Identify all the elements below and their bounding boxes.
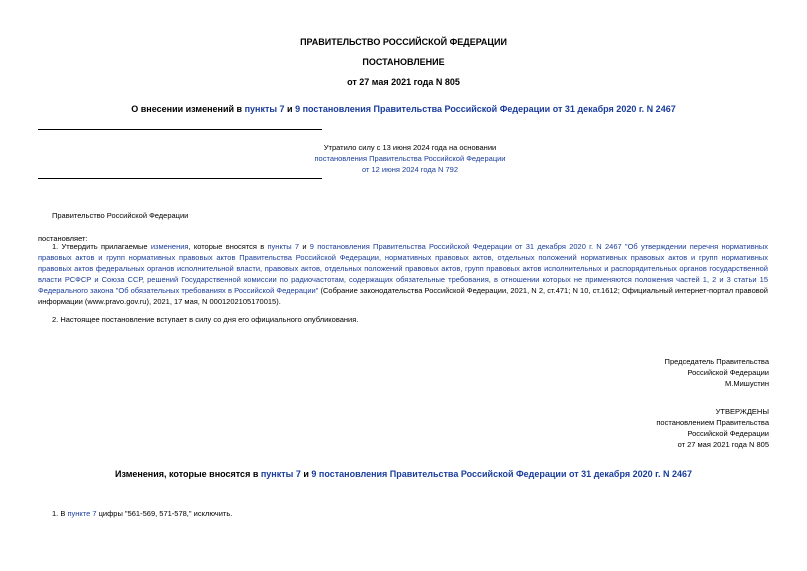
link-point7[interactable]: пункты 7	[267, 242, 300, 251]
title-prefix: О внесении изменений в	[131, 104, 245, 114]
paragraph-1	[38, 241, 768, 307]
document-date-number: от 27 мая 2021 года N 805	[347, 77, 460, 87]
signature-block	[665, 356, 769, 389]
paragraph-1-text-b: , которые вносятся в	[188, 242, 268, 251]
expiry-notice	[260, 142, 560, 175]
change-item-1	[52, 508, 232, 519]
divider-bottom	[38, 178, 322, 179]
link-resolution-2467[interactable]: 9 постановления Правительства Российской Федерации от 31 декабря 2020 г. N 2467 "Об утверждении перечня нормативных правовых актов и групп нормативных правовых актов Правительства Российской Федерации, нормативных правовых актов, отдельных положений нормативных правовых актов и групп нормативных правовых актов федеральных органов исполнительной власти, правовых актов, отдельных положений правовых актов, групп правовых актов исполнительных и распорядительных органов государственной власти РСФСР и Союза ССР, решений Государственной комиссии по радиочастотам, содержащих обязательные требования, в отношении которых не применяются положения частей 1, 2 и 3 статьи 15 Федерального закона "Об обязательных требованиях в Российской Федерации"	[38, 242, 768, 295]
approval-title: УТВЕРЖДЕНЫ	[715, 407, 769, 416]
approval-country: Российской Федерации	[687, 429, 769, 438]
change-item-1-suffix: цифры "561-569, 571-578," исключить.	[96, 509, 233, 518]
changes-title	[0, 468, 807, 480]
title-link-resolution[interactable]: 9 постановления Правительства Российской Федерации от 31 декабря 2020 г. N 2467	[295, 104, 676, 114]
document-title	[0, 103, 807, 115]
issuer: Правительство Российской Федерации	[52, 211, 189, 220]
expiry-notice-text: Утратило силу с 13 июня 2024 года на основании	[323, 143, 497, 152]
link-changes[interactable]: изменения	[150, 242, 189, 251]
paragraph-2: 2. Настоящее постановление вступает в силу со дня его официального опубликования.	[52, 315, 359, 324]
changes-title-mid: и	[300, 469, 312, 479]
government-heading: ПРАВИТЕЛЬСТВО РОССИЙСКОЙ ФЕДЕРАЦИИ	[300, 37, 507, 47]
paragraph-1-text-a: 1. Утвердить прилагаемые	[52, 242, 151, 251]
change-item-1-prefix: 1. В	[52, 509, 68, 518]
title-link-point7[interactable]: пункты 7	[244, 104, 285, 114]
expiry-notice-link-resolution[interactable]: постановления Правительства Российской Федерации	[314, 154, 506, 163]
changes-title-link-resolution[interactable]: 9 постановления Правительства Российской Федерации от 31 декабря 2020 г. N 2467	[311, 469, 693, 479]
approval-block	[656, 406, 769, 450]
approval-date: от 27 мая 2021 года N 805	[677, 440, 769, 449]
paragraph-1-text-d: (Собрание законодательства Российской Федерации, 2021, N 2, ст.471; N 10, ст.1612; Официальный интернет-портал правовой информации (www.pravo.gov.ru), 2021, 17 мая, N 0001202105170015).	[38, 286, 768, 306]
decides: постановляет:	[38, 234, 88, 243]
title-mid: и	[284, 104, 296, 114]
changes-title-prefix: Изменения, которые вносятся в	[114, 469, 261, 479]
change-item-1-link[interactable]: пункте 7	[67, 509, 97, 518]
expiry-notice-link-date[interactable]: от 12 июня 2024 года N 792	[361, 165, 459, 174]
approval-by: постановлением Правительства	[656, 418, 769, 427]
changes-title-link-point7[interactable]: пункты 7	[260, 469, 301, 479]
signature-position: Председатель Правительства	[664, 357, 769, 366]
document-type: ПОСТАНОВЛЕНИЕ	[362, 57, 445, 67]
signature-name: М.Мишустин	[725, 379, 769, 388]
divider-top	[38, 129, 322, 130]
paragraph-1-text-c: и	[299, 242, 310, 251]
signature-country: Российской Федерации	[687, 368, 769, 377]
